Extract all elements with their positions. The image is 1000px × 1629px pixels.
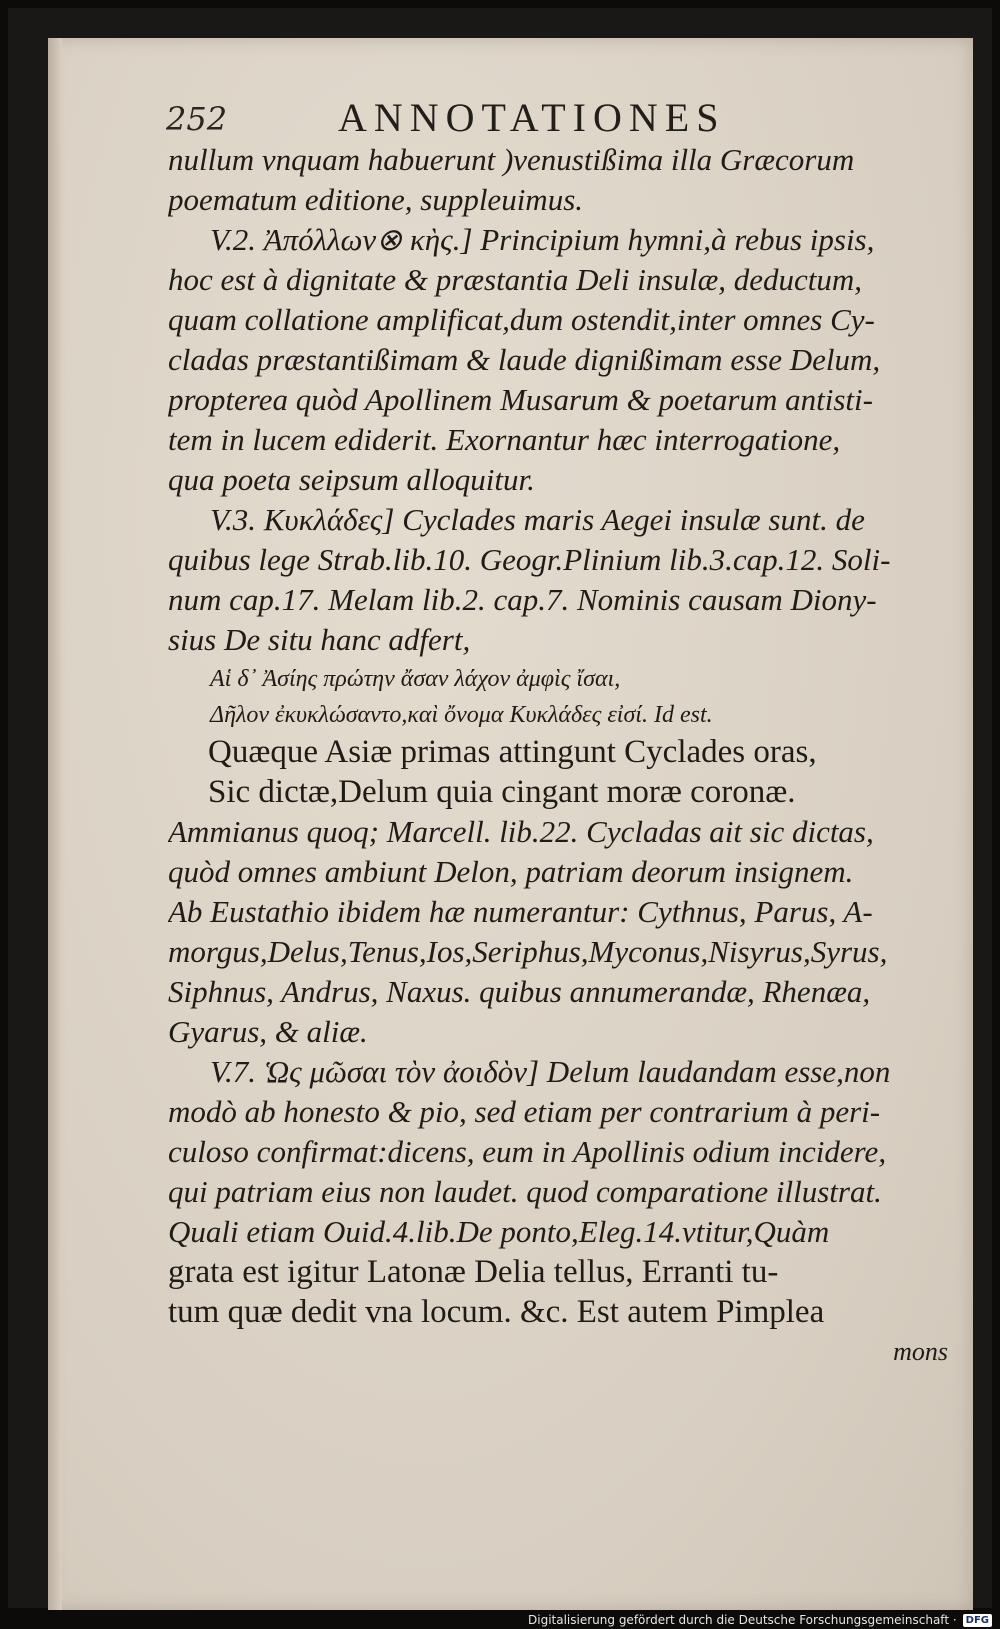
text-line: culoso confirmat:dicens, eum in Apollinis odium incidere, bbox=[168, 1134, 887, 1169]
text-line: quam collatione amplificat,dum ostendit,inter omnes Cy- bbox=[168, 302, 875, 337]
text-line: hoc est à dignitate & præstantia Deli insulæ, deductum, bbox=[168, 262, 863, 297]
text-line: quibus lege Strab.lib.10. Geogr.Plinium lib.3.cap.12. Soli- bbox=[168, 542, 891, 577]
dfg-logo: DFG bbox=[963, 1614, 992, 1627]
text-line: V.2. Ἀπόλλων⊗ κὴς.] Principium hymni,à rebus ipsis, bbox=[210, 222, 875, 257]
text-line: tum quæ dedit vna locum. &c. Est autem Pimplea bbox=[168, 1294, 825, 1330]
text-line: modò ab honesto & pio, sed etiam per contrarium à peri- bbox=[168, 1094, 881, 1129]
page-number: 252 bbox=[166, 100, 228, 138]
text-line: quòd omnes ambiunt Delon, patriam deorum insignem. bbox=[168, 854, 854, 889]
text-line: cladas præstantißimam & laude dignißimam esse Delum, bbox=[168, 342, 881, 377]
greek-verse-line: Αἱ δ᾽ Ἀσίης πρώτην ἄσαν λάχον ἀμφὶς ἴσαι, bbox=[210, 666, 621, 692]
scan-background bbox=[8, 8, 992, 1608]
page-gutter bbox=[48, 38, 62, 1610]
text-line: poematum editione, suppleuimus. bbox=[168, 182, 584, 217]
text-line: sius De situ hanc adfert, bbox=[168, 622, 471, 657]
text-line: grata est igitur Latonæ Delia tellus, Erranti tu- bbox=[168, 1254, 779, 1290]
latin-verse-line: Sic dictæ,Delum quia cingant moræ coronæ. bbox=[208, 774, 796, 810]
running-head: ANNOTATIONES bbox=[338, 95, 726, 140]
text-line: V.7. Ὡς μῶσαι τὸν ἀοιδὸν] Delum laudandam esse,non bbox=[210, 1054, 891, 1089]
text-line: Siphnus, Andrus, Naxus. quibus annumerandæ, Rhenæa, bbox=[168, 974, 871, 1009]
text-line: propterea quòd Apollinem Musarum & poetarum antisti- bbox=[168, 382, 873, 417]
catchword: mons bbox=[893, 1337, 948, 1366]
digitization-credit bbox=[528, 1613, 992, 1627]
latin-verse-line: Quæque Asiæ primas attingunt Cyclades oras, bbox=[208, 734, 817, 770]
text-line: Ammianus quoq; Marcell. lib.22. Cycladas ait sic dictas, bbox=[168, 814, 874, 849]
text-line: tem in lucem ediderit. Exornantur hæc interrogatione, bbox=[168, 422, 841, 457]
text-line: qua poeta seipsum alloquitur. bbox=[168, 462, 535, 497]
text-line: Quali etiam Ouid.4.lib.De ponto,Eleg.14.vtitur,Quàm bbox=[168, 1214, 830, 1249]
text-line: num cap.17. Melam lib.2. cap.7. Nominis causam Diony- bbox=[168, 582, 877, 617]
text-line: nullum vnquam habuerunt )venustißima illa Græcorum bbox=[168, 142, 855, 177]
greek-verse-line: Δῆλον ἐκυκλώσαντο,καὶ ὄνομα Κυκλάδες εἰσί. Id est. bbox=[210, 702, 713, 728]
book-page bbox=[48, 38, 973, 1610]
page-text bbox=[168, 140, 958, 1372]
text-line: Ab Eustathio ibidem hæ numerantur: Cythnus, Parus, A- bbox=[168, 894, 873, 929]
text-line: morgus,Delus,Tenus,Ios,Seriphus,Myconus,Nisyrus,Syrus, bbox=[168, 934, 888, 969]
credit-text: Digitalisierung gefördert durch die Deutsche Forschungsgemeinschaft · bbox=[528, 1613, 957, 1627]
text-line: V.3. Κυκλάδες] Cyclades maris Aegei insulæ sunt. de bbox=[210, 502, 865, 537]
text-line: Gyarus, & aliæ. bbox=[168, 1014, 368, 1049]
text-line: qui patriam eius non laudet. quod comparatione illustrat. bbox=[168, 1174, 882, 1209]
